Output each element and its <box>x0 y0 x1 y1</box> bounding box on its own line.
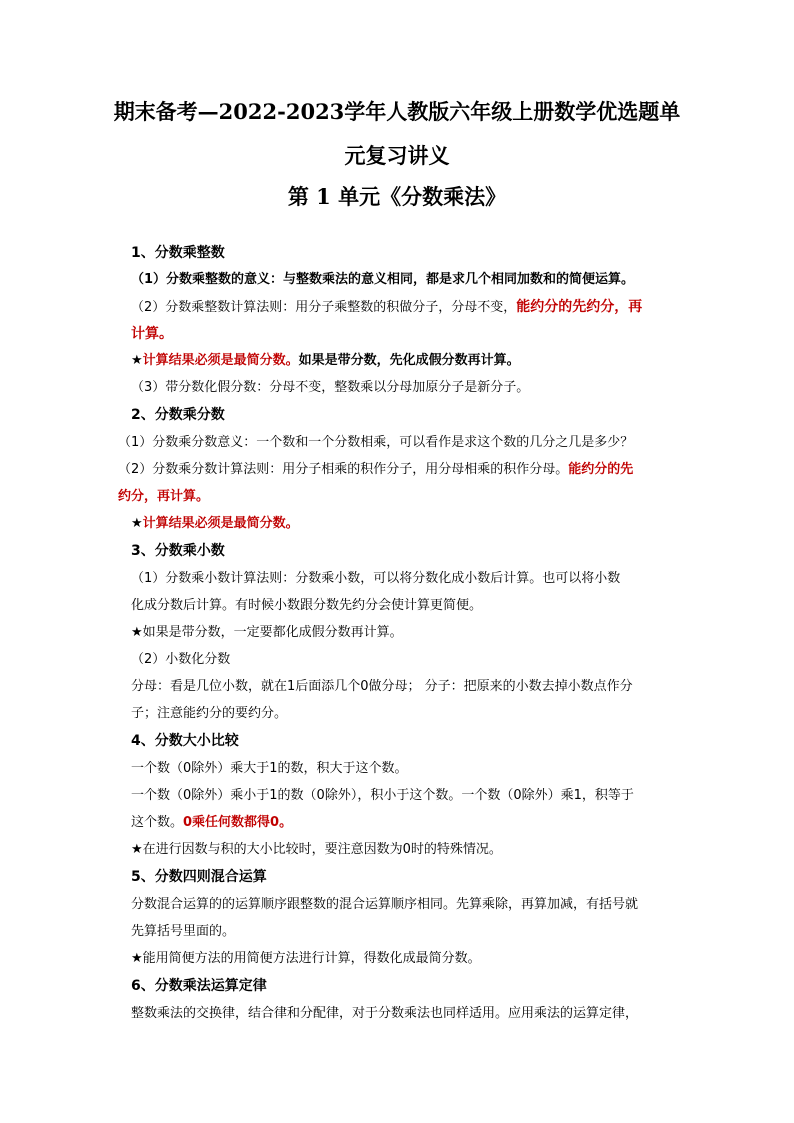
section-2-heading: 2、分数乘分数 <box>131 407 225 423</box>
document-title-line-2: 元复习讲义 <box>344 143 450 168</box>
section-3-subheading: （2）小数化分数 <box>131 652 231 667</box>
document-title-line-1: 期末备考—2022-2023学年人教版六年级上册数学优选题单 <box>113 99 681 124</box>
section-1-note <box>131 351 520 371</box>
section-4-highlight: 0乘任何数都得0。 <box>183 815 293 830</box>
section-2-paragraph-2-cont: 约分，再计算。 <box>118 489 210 504</box>
section-4-text: 这个数。 <box>131 815 184 830</box>
star-icon: ★ <box>131 516 143 531</box>
section-1-paragraph-2-text: （2）分数乘整数计算法则：用分子乘整数的积做分子，分母不变， <box>131 300 517 315</box>
section-2-paragraph-1: （1）分数乘分数意义：一个数和一个分数相乘，可以看作是求这个数的几分之几是多少？ <box>118 435 634 450</box>
section-1-heading: 1、分数乘整数 <box>131 245 225 261</box>
section-2-paragraph-2-text: （2）分数乘分数计算法则：用分子相乘的积作分子，用分母相乘的积作分母。 <box>118 462 569 477</box>
section-1-paragraph-2-cont: 计算。 <box>131 326 173 342</box>
section-5-note: ★能用简便方法的用简便方法进行计算，得数化成最简分数。 <box>131 951 481 966</box>
section-6-heading: 6、分数乘法运算定律 <box>131 978 267 994</box>
section-3-note: ★如果是带分数，一定要都化成假分数再计算。 <box>131 625 403 640</box>
section-1-paragraph-3: （3）带分数化假分数：分母不变，整数乘以分母加原分子是新分子。 <box>131 380 530 395</box>
section-4-paragraph-1: 一个数（0除外）乘大于1的数，积大于这个数。 <box>131 761 408 776</box>
section-2-highlight: 能约分的先 <box>568 462 634 477</box>
section-1-paragraph-1: （1）分数乘整数的意义：与整数乘法的意义相同，都是求几个相同加数和的简便运算。 <box>131 272 635 287</box>
star-icon: ★ <box>131 353 143 368</box>
section-4-heading: 4、分数大小比较 <box>131 733 239 749</box>
section-2-paragraph-2 <box>118 460 633 480</box>
section-5-paragraph-1-cont: 先算括号里面的。 <box>131 924 236 939</box>
section-3-paragraph-2-cont: 子；注意能约分的要约分。 <box>131 706 288 721</box>
section-3-paragraph-1-cont: 化成分数后计算。有时候小数跟分数先约分会使计算更简便。 <box>131 598 483 613</box>
section-1-highlight: 能约分的先约分，再 <box>516 299 643 315</box>
section-4-note: ★在进行因数与积的大小比较时，要注意因数为0时的特殊情况。 <box>131 842 502 857</box>
section-2-note <box>131 514 299 534</box>
section-6-paragraph-1: 整数乘法的交换律，结合律和分配律，对于分数乘法也同样适用。应用乘法的运算定律， <box>131 1006 639 1021</box>
section-2-note-highlight: 计算结果必须是最简分数。 <box>142 516 299 531</box>
section-1-note-text: 如果是带分数，先化成假分数再计算。 <box>298 353 520 368</box>
document-subtitle: 第 1 单元《分数乘法》 <box>287 184 507 209</box>
section-3-paragraph-2: 分母：看是几位小数，就在1后面添几个0做分母； 分子：把原来的小数去掉小数点作分 <box>131 679 633 694</box>
section-3-heading: 3、分数乘小数 <box>131 543 225 559</box>
section-3-paragraph-1: （1）分数乘小数计算法则：分数乘小数，可以将分数化成小数后计算。也可以将小数 <box>131 571 621 586</box>
section-4-paragraph-2: 一个数（0除外）乘小于1的数（0除外），积小于这个数。一个数（0除外）乘1，积等于 <box>131 788 634 803</box>
section-5-paragraph-1: 分数混合运算的的运算顺序跟整数的混合运算顺序相同。先算乘除，再算加减，有括号就 <box>131 897 639 912</box>
section-1-note-highlight: 计算结果必须是最简分数。 <box>142 353 299 368</box>
section-1-paragraph-2 <box>131 297 642 318</box>
section-4-paragraph-2-cont <box>131 813 292 833</box>
section-5-heading: 5、分数四则混合运算 <box>131 869 267 885</box>
